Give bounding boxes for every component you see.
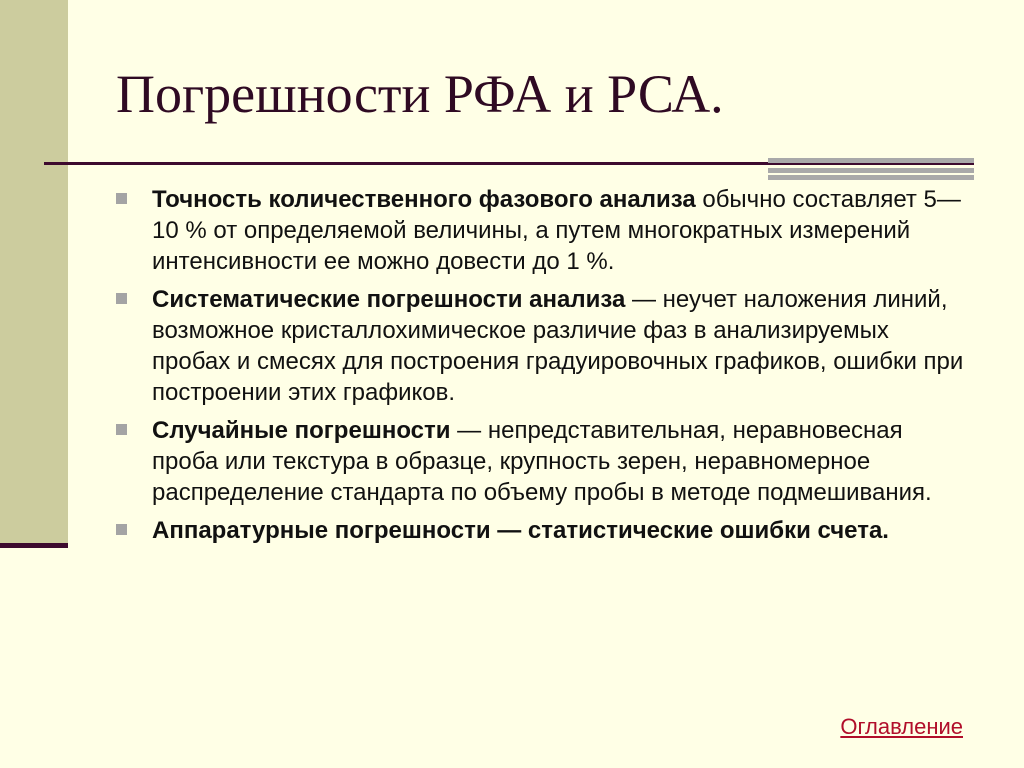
slide-title: Погрешности РФА и РСА. — [116, 64, 724, 124]
accent-stripe — [768, 168, 974, 173]
bullet-item — [116, 415, 966, 508]
accent-stripe — [768, 158, 974, 163]
bullet-text: — непредставительная, неравновесная проба или текстура в образце, крупность зерен, неравномерное распределение стандарта по объему пробы в методе подмешивания. — [152, 417, 932, 506]
accent-stripes — [768, 156, 974, 180]
bullet-bold-text: Аппаратурные погрешности — статистические ошибки счета. — [152, 517, 889, 544]
bullet-text: — неучет наложения линий, возможное кристаллохимическое различие фаз в анализируемых пробах и смесях для построения градуировочных графиков, ошибки при построении этих графиков. — [152, 286, 964, 406]
bullet-bold-text: Систематические погрешности анализа — [152, 286, 626, 313]
bullet-item — [116, 184, 966, 277]
bullet-item — [116, 515, 966, 546]
bullet-bold-text: Точность количественного фазового анализа — [152, 186, 696, 213]
decorative-sidebar — [0, 0, 68, 543]
bullet-bold-text: Случайные погрешности — [152, 417, 451, 444]
accent-stripe — [768, 175, 974, 180]
sidebar-divider — [0, 543, 68, 548]
bullet-list — [116, 184, 966, 553]
bullet-item — [116, 284, 966, 408]
square-bullet-icon — [116, 424, 127, 435]
square-bullet-icon — [116, 524, 127, 535]
bullet-text: обычно составляет 5—10 % от определяемой величины, а путем многократных измерений интенсивности ее можно довести до 1 %. — [152, 186, 961, 275]
square-bullet-icon — [116, 293, 127, 304]
table-of-contents-link[interactable]: Оглавление — [840, 714, 963, 739]
square-bullet-icon — [116, 193, 127, 204]
